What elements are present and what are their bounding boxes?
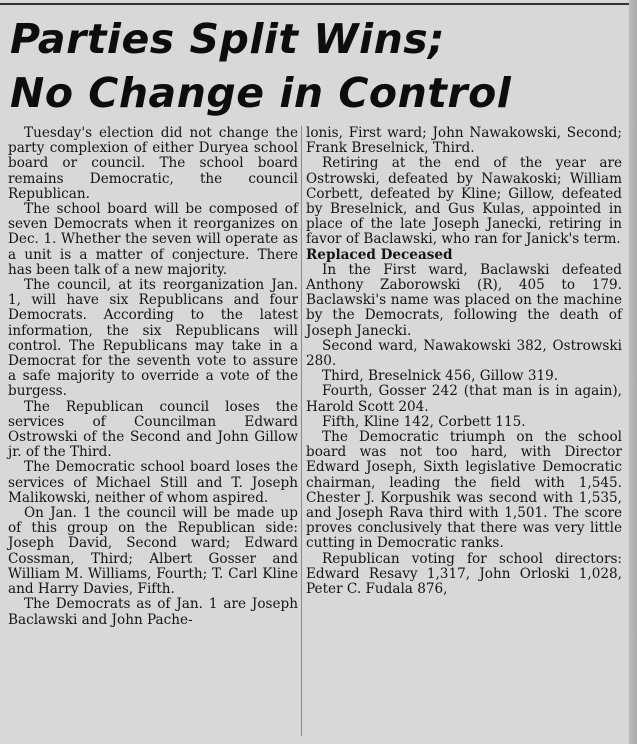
paragraph: Republican voting for school directors: Edward Resavy 1,317, John Orloski 1,028, Peter C. Fudala 876, (306, 550, 622, 598)
paragraph: Retiring at the end of the year are Ostrowski, defeated by Nawakoski; William Corbett, defeated by Kline; Gillow, defeated by Breselnick, and Gus Kulas, appointed in place of the late Joseph Janecki, retiring in favor of Baclawski, who ran for Janick's term. (306, 155, 622, 248)
paragraph: Tuesday's election did not change the party complexion of either Duryea school board or council. The school board remains Democratic, the council Republican. (8, 125, 298, 202)
paragraph: Second ward, Nawakowski 382, Ostrowski 280. (306, 337, 622, 370)
paragraph: On Jan. 1 the council will be made up of this group on the Republican side: Joseph David, Second ward; Edward Cossman, Third; Albert Gosser and William M. Williams, Fourth; T. Carl Kline and Harry Davies, Fifth. (8, 505, 298, 598)
paragraph: The Democrats as of Jan. 1 are Joseph Baclawski and John Pache- (8, 596, 298, 628)
page-edge (629, 0, 637, 744)
headline-line-2: No Change in Control (10, 69, 512, 117)
paragraph: The Republican council loses the services of Councilman Edward Ostrowski of the Second and John Gillow jr. of the Third. (8, 398, 298, 461)
right-column (306, 126, 622, 597)
column-divider (301, 126, 302, 736)
headline-line-1: Parties Split Wins; (10, 15, 446, 63)
paragraph-continuation: lonis, First ward; John Nawakowski, Second; Frank Breselnick, Third. (306, 125, 622, 157)
paragraph: The council, at its reorganization Jan. 1, will have six Republicans and four Democrats. According to the latest information, the six Republicans will control. The Republicans may take in a Democrat for the seventh vote to assure a safe majority to override a vote of the burgess. (8, 277, 298, 400)
paragraph: The school board will be composed of seven Democrats when it reorganizes on Dec. 1. Whether the seven will operate as a unit is a matter of conjecture. There has been talk of a new majority. (8, 201, 298, 278)
paragraph: Fourth, Gosser 242 (that man is in again), Harold Scott 204. (306, 383, 622, 415)
paragraph: In the First ward, Baclawski defeated Anthony Zaborowski (R), 405 to 179. Baclawski's name was placed on the machine by the Democrats, following the death of Joseph Janecki. (306, 261, 622, 339)
left-column (8, 126, 298, 628)
top-rule (0, 3, 637, 5)
paragraph: The Democratic triumph on the school board was not too hard, with Director Edward Joseph, Sixth legislative Democratic chairman, leading the field with 1,545. Chester J. Korpushik was second with 1,535, and Joseph Rava third with 1,501. The score proves conclusively that there was very little cutting in Democratic ranks. (306, 429, 622, 552)
paragraph: The Democratic school board loses the services of Michael Still and T. Joseph Malikowski, neither of whom aspired. (8, 459, 298, 506)
paragraph: Third, Breselnick 456, Gillow 319. (322, 368, 559, 385)
subhead: Replaced Deceased (306, 246, 453, 263)
paragraph: Fifth, Kline 142, Corbett 115. (322, 413, 526, 430)
